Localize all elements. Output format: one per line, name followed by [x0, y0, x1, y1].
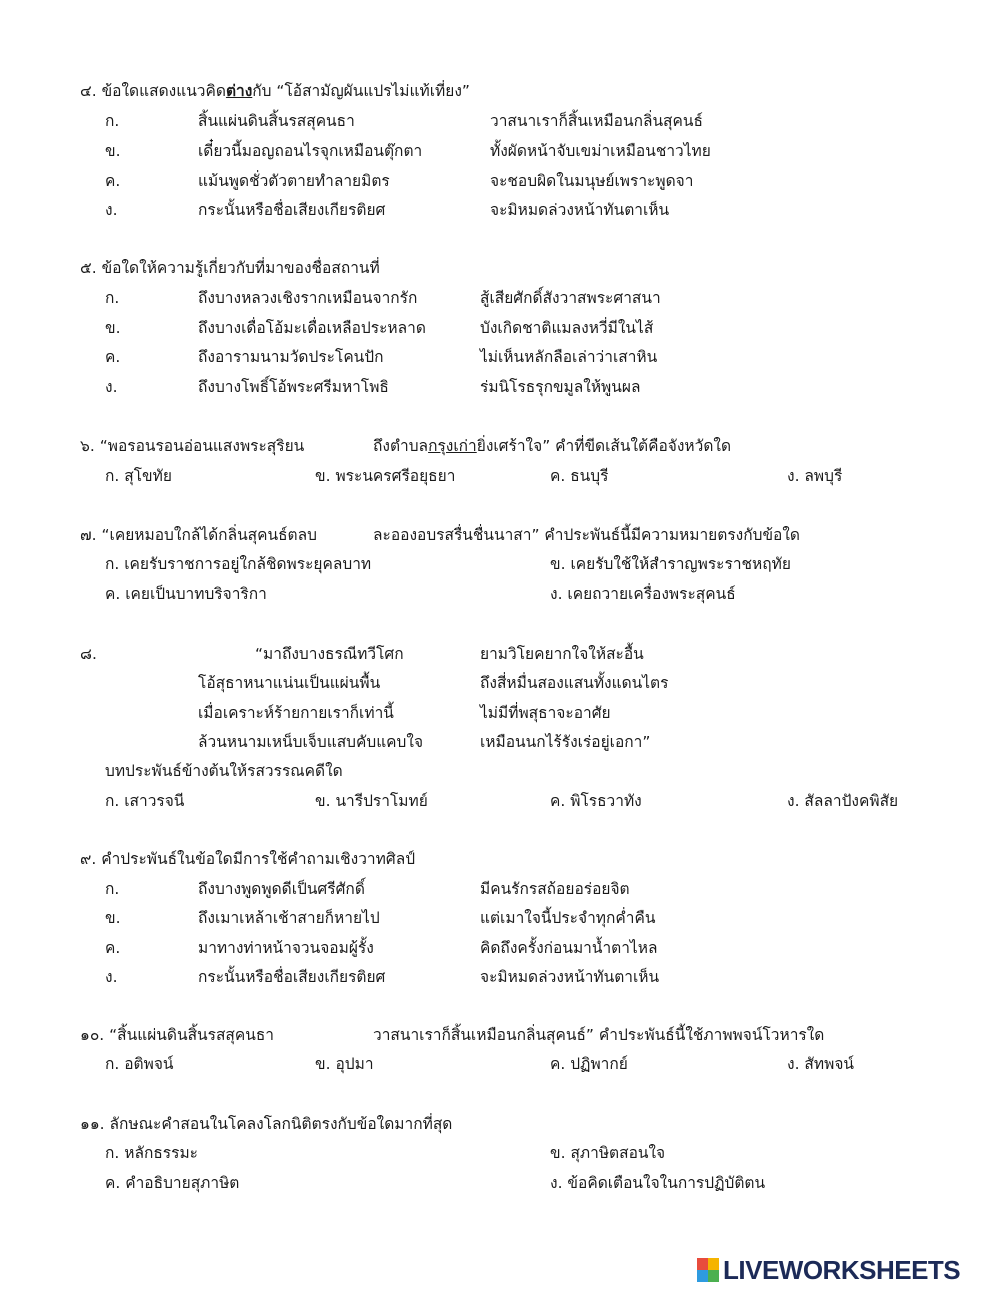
- question-6-option-a[interactable]: ก. สุโขทัย: [105, 467, 172, 485]
- question-11-stem: ๑๑. ลักษณะคำสอนในโคลงโลกนิติตรงกับข้อใดมากที่สุด: [80, 1115, 453, 1133]
- question-6-underlined-word: กรุงเก่า: [428, 437, 477, 455]
- question-4-stem-emphasis: ต่าง: [225, 82, 253, 100]
- question-8-number: ๘.: [80, 645, 97, 663]
- question-10-option-d[interactable]: ง. สัทพจน์: [787, 1055, 854, 1073]
- question-8-option-d[interactable]: ง. สัลลาปังคพิสัย: [787, 792, 899, 810]
- question-4-stem-pre: ๔. ข้อใดแสดงแนวคิด: [80, 82, 226, 100]
- question-11-option-a[interactable]: ก. หลักธรรมะ: [105, 1144, 198, 1162]
- question-6-option-c[interactable]: ค. ธนบุรี: [550, 467, 609, 485]
- question-8-option-b[interactable]: ข. นารีปราโมทย์: [315, 792, 428, 810]
- question-7-option-d[interactable]: ง. เคยถวายเครื่องพระสุคนธ์: [550, 585, 736, 603]
- logo-icon-block-red: [697, 1258, 708, 1270]
- liveworksheets-logo-text: LIVEWORKSHEETS: [723, 1254, 961, 1285]
- question-8-option-c[interactable]: ค. พิโรธวาทัง: [550, 792, 642, 810]
- question-8-question: บทประพันธ์ข้างต้นให้รสวรรณคดีใด: [105, 762, 343, 780]
- question-4-stem: [80, 80, 470, 102]
- question-6-option-b[interactable]: ข. พระนครศรีอยุธยา: [315, 467, 456, 485]
- question-7-option-b[interactable]: ข. เคยรับใช้ให้สำราญพระราชหฤทัย: [550, 555, 791, 573]
- liveworksheets-logo-icon: [697, 1258, 719, 1282]
- question-7-option-c[interactable]: ค. เคยเป็นบาทบริจาริกา: [105, 585, 267, 603]
- question-9-stem: ๙. คำประพันธ์ในข้อใดมีการใช้คำถามเชิงวาทศิลป์: [80, 850, 416, 868]
- question-11-option-c[interactable]: ค. คำอธิบายสุภาษิต: [105, 1174, 240, 1192]
- question-6-option-d[interactable]: ง. ลพบุรี: [787, 467, 843, 485]
- logo-icon-block-yellow: [708, 1258, 719, 1270]
- question-10-option-b[interactable]: ข. อุปมา: [315, 1055, 374, 1073]
- liveworksheets-logo: [697, 1256, 960, 1284]
- question-4-stem-post: กับ “โอ้สามัญผันแปรไม่แท้เที่ยง”: [252, 82, 470, 100]
- question-7-option-a[interactable]: ก. เคยรับราชการอยู่ใกล้ชิดพระยุคลบาท: [105, 555, 372, 573]
- question-5-stem: ๕. ข้อใดให้ความรู้เกี่ยวกับที่มาของชื่อสถานที่: [80, 259, 380, 277]
- question-10-option-c[interactable]: ค. ปฏิพากย์: [550, 1055, 628, 1073]
- question-11-option-d[interactable]: ง. ข้อคิดเตือนใจในการปฏิบัติตน: [550, 1174, 766, 1192]
- question-10-option-a[interactable]: ก. อติพจน์: [105, 1055, 174, 1073]
- question-8-option-a[interactable]: ก. เสาวรจนี: [105, 792, 185, 810]
- worksheet-page: ๔. ข้อใดแสดงแนวคิดต่างกับ “โอ้สามัญผันแปรไม่แท้เที่ยง” ก. สิ้นแผ่นดินสิ้นรสสุคนธา วาสนาเราก็สิ้นเหมือนกลิ่นสุคนธ์ ข. เดี๋ยวนี้มอญถอนไรจุกเหมือนตุ๊กตา ทั้งผัดหน้าจับเขม่าเหมือนชาวไทย ค. แม้นพูดชั่วตัวตายทำลายมิตร จะชอบผิดในมนุษย์เพราะพูดจา ง. กระนั้นหรือชื่อเสียงเกียรติยศ จะมิหมดล่วงหน้าทันตาเห็น ๕. ข้อใดให้ความรู้เกี่ยวกับที่มาของชื่อสถานที่ ก. ถึงบางหลวงเชิงรากเหมือนจากรัก สู้เสียศักดิ์สังวาสพระศาสนา ข. ถึงบางเดื่อโอ้มะเดื่อเหลือประหลาด บังเกิดชาติแมลงหวี่มีในไส้ ค. ถึงอารามนามวัดประโคนปัก ไม่เห็นหลักลือเล่าว่าเสาหิน ง. ถึงบางโพธิ์โอ้พระศรีมหาโพธิ ร่มนิโรธรุกขมูลให้พูนผล ๖. “พอรอนรอนอ่อนแสงพระสุริยน ถึงตำบลกรุงเก่ายิ่งเศร้าใจ” คำที่ขีดเส้นใต้คือจังหวัดใด ก. สุโขทัย ข. พระนครศรีอยุธยา ค. ธนบุรี ง. ลพบุรี ๗. “เคยหมอบใกล้ได้กลิ่นสุคนธ์ตลบ ละอองอบรสรื่นชื่นนาสา” คำประพันธ์นี้มีความหมายตรงกับข้อใด ก. เคยรับราชการอยู่ใกล้ชิดพระยุคลบาท ข. เคยรับใช้ให้สำราญพระราชหฤทัย ค. เคยเป็นบาทบริจาริกา ง. เคยถวายเครื่องพระสุคนธ์ ๘. “มาถึงบางธรณีทวีโศก ยามวิโยคยากใจให้สะอื้น โอ้สุธาหนาแน่นเป็นแผ่นพื้น ถึงสี่หมื่นสองแสนทั้งแดนไตร เมื่อเคราะห์ร้ายกายเราก็เท่านี้ ไม่มีที่พสุธาจะอาศัย ล้วนหนามเหน็บเจ็บแสบคับแคบใจ เหมือนนกไร้รังเร่อยู่เอกา” บทประพันธ์ข้างต้นให้รสวรรณคดีใด ก. เสาวรจนี ข. นารีปราโมทย์ ค. พิโรธวาทัง ง. สัลลาปังคพิสัย ๙. คำประพันธ์ในข้อใดมีการใช้คำถามเชิงวาทศิลป์ ก. ถึงบางพูดพูดดีเป็นศรีศักดิ์ มีคนรักรสถ้อยอร่อยจิต ข. ถึงเมาเหล้าเช้าสายก็หายไป แต่เมาใจนี้ประจำทุกค่ำคืน ค. มาทางท่าหน้าจวนจอมผู้รั้ง คิดถึงครั้งก่อนมาน้ำตาไหล ง. กระนั้นหรือชื่อเสียงเกียรติยศ จะมิหมดล่วงหน้าทันตาเห็น ๑๐. “สิ้นแผ่นดินสิ้นรสสุคนธา วาสนาเราก็สิ้นเหมือนกลิ่นสุคนธ์” คำประพันธ์นี้ใช้ภาพพจน์โวหารใด ก. อติพจน์ ข. อุปมา ค. ปฏิพากย์ ง. สัทพจน์ ๑๑. ลักษณะคำสอนในโคลงโลกนิติตรงกับข้อใดมากที่สุด ก. หลักธรรมะ ข. สุภาษิตสอนใจ ค. คำอธิบายสุภาษิต ง. ข้อคิดเตือนใจในการปฏิบัติตน LIVEWORKSHEETS: [80, 82, 961, 1285]
- logo-icon-block-green: [708, 1270, 719, 1282]
- question-11-option-b[interactable]: ข. สุภาษิตสอนใจ: [550, 1144, 666, 1162]
- logo-icon-block-blue: [697, 1270, 708, 1282]
